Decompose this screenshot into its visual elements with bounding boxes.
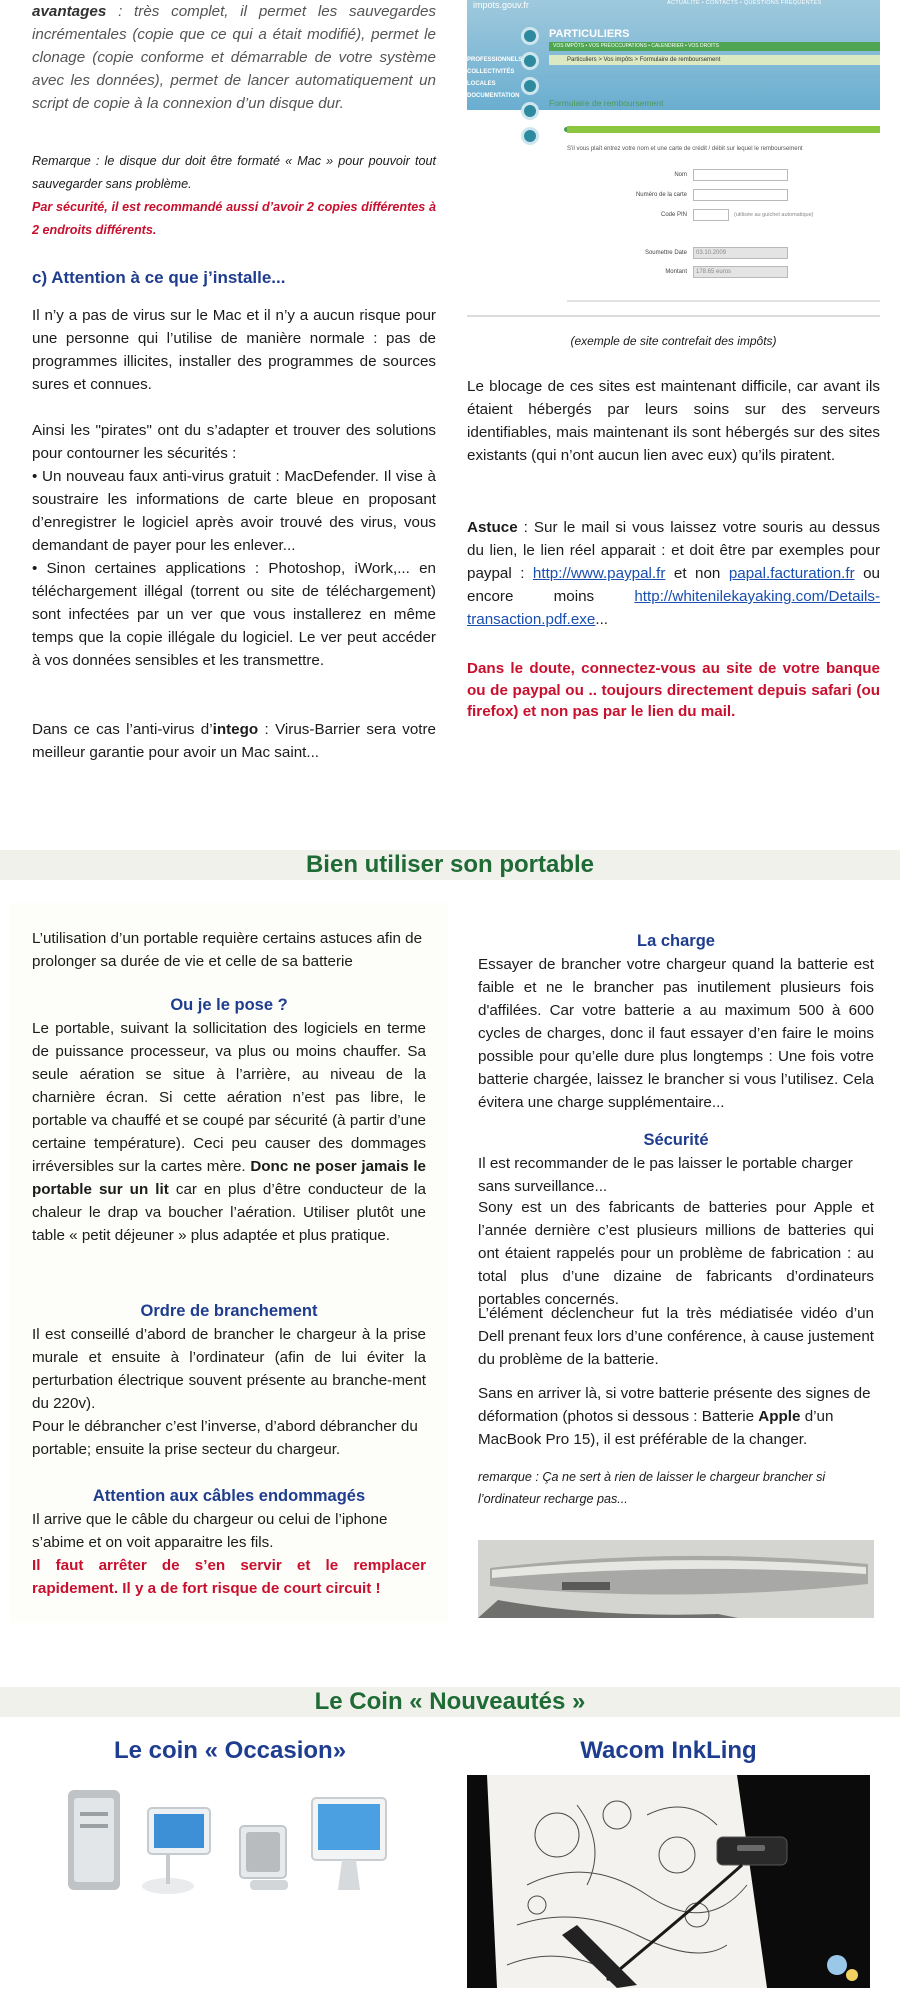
site-field-date: 03.10.2009 xyxy=(693,247,788,259)
charge-paragraph: Essayer de brancher votre chargeur quand la batterie est faible et ne le brancher pas inutilement plusieurs fois d'affilées. Car votre batterie a au maximum 500 à 600 cycles de charges, donc il faut essayer d’en faire le moins possible pour qu’elle dure plus longtemps : Une fois votre batterie chargée, laissez le brancher si vous l’utilisez. Cela évitera une charge supplémentaire... xyxy=(478,956,874,1111)
heading-cables: Attention aux câbles endommagés xyxy=(92,1487,366,1505)
site-field-nom xyxy=(693,169,788,181)
illegal-apps-bullet: • Sinon certaines applications : Photoshop, iWork,... en téléchargement illégal (torrent ou site de téléchargement) sont infectées par un ver que vous installerez en même temps que la copie illégale du logiciel. Le ver peut accéder à vos données sensibles et les transmettre. xyxy=(32,560,436,669)
intego-paragraph xyxy=(32,718,436,764)
sec4-text-a: Sans en arriver là, si votre batterie présente des signes de déformation (photos si dessous : Batterie xyxy=(478,1385,871,1425)
wacom-illustration xyxy=(467,1775,870,1988)
pose-bold: Donc ne poser jamais le portable sur un lit xyxy=(32,1158,426,1198)
site-green-rule xyxy=(567,126,880,133)
ordre-paragraph: Il est conseillé d’abord de brancher le chargeur à la prise murale et ensuite à l’ordinateur (afin de lui éviter la perturbation électrique souvent présente au branche-ment du 220v). xyxy=(32,1326,426,1412)
site-left-nav-item: DOCUMENTATION xyxy=(467,93,520,99)
site-breadcrumb: Particuliers > Vos impôts > Formulaire de remboursement xyxy=(549,55,880,65)
heading-ou-je-le-pose: Ou je le pose ? xyxy=(170,996,288,1014)
site-pin-hint: (utilisée au guichet automatique) xyxy=(734,212,814,218)
site-green-menu: VOS IMPÔTS • VOS PRÉOCCUPATIONS • CALENDRIER • VOS DROITS xyxy=(549,42,880,51)
security-copies-remark: Par sécurité, il est recommandé aussi d’avoir 2 copies différentes à 2 endroits différents. xyxy=(32,200,436,237)
site-bottom-line xyxy=(567,300,880,302)
site-label-card: Numéro de la carte xyxy=(635,192,687,198)
astuce-paragraph xyxy=(467,516,880,631)
macdefender-bullet: • Un nouveau faux anti-virus gratuit : MacDefender. Il vise à soustraire les informations de carte bleue en proposant d’enregistrer le logiciel après avoir trouvé des virus, vous demandant de payer pour les enlever... xyxy=(32,468,436,554)
blocage-paragraph: Le blocage de ces sites est maintenant difficile, car avant ils étaient hébergés par leurs soins sur des serveurs identifiables, mais maintenant ils sont hébergés sur des sites existants (qui n’ont aucun lien avec eux) qu’ils piratent. xyxy=(467,378,880,464)
securite-paragraph-4 xyxy=(478,1382,874,1451)
site-left-nav xyxy=(467,54,522,102)
pose-paragraph xyxy=(32,1017,426,1247)
site-label-nom: Nom xyxy=(674,172,687,178)
site-section-title: PARTICULIERS xyxy=(549,28,630,40)
heading-ordre-branchement: Ordre de branchement xyxy=(140,1302,318,1320)
site-field-card xyxy=(693,189,788,201)
advantages-label: avantages xyxy=(32,3,107,20)
pose-text: Le portable, suivant la sollicitation des logiciels en terme de puissance processeur, va plus ou moins chauffer. Sa seule aération se situe à l’arrière, au niveau de la charnière écran. Si cette aération n’est pas libre, le portable va chauffé et se coupé par sécurité (à partir d’une certaine température). Ceci peu causer des dommages irréversibles sur la cartes mère. xyxy=(32,1020,426,1175)
site-label-amount: Montant xyxy=(665,269,687,275)
securite-paragraph-3: L’élément déclencheur fut la très médiatisée vidéo d’un Dell prenant feux lors d’une conférence, à cause justement du problème de la batterie. xyxy=(478,1305,874,1368)
charger-remark: remarque : Ça ne sert à rien de laisser le chargeur brancher si l’ordinateur recharge pas... xyxy=(478,1470,826,1506)
site-field-amount: 178.65 euros xyxy=(693,266,788,278)
heading-la-charge: La charge xyxy=(637,932,715,950)
astuce-end: ... xyxy=(595,611,609,628)
doute-warning: Dans le doute, connectez-vous au site de votre banque ou de paypal ou .. toujours directement depuis safari (ou firefox) et non pas par le lien du mail. xyxy=(467,660,880,720)
wacom-title: Wacom InkLing xyxy=(580,1737,757,1764)
astuce-text: : Sur le mail si vous laissez votre souris au dessus du lien, le lien réel apparait : et doit être par exemples pour paypal : xyxy=(467,519,880,582)
cables-warning: Il faut arrêter de s’en servir et le remplacer rapidement. Il y a de fort risque de court circuit ! xyxy=(32,1557,426,1597)
ordre-paragraph-2: Pour le débrancher c’est l’inverse, d’abord débrancher du portable; ensuite la prise secteur du chargeur. xyxy=(32,1418,418,1458)
intego-brand: intego xyxy=(212,721,259,738)
site-form-intro: S'il vous plaît entrez votre nom et une carte de crédit / débit sur lequel le remboursement xyxy=(567,146,803,152)
site-label-pin: Code PIN xyxy=(660,212,687,218)
screenshot-caption: (exemple de site contrefait des impôts) xyxy=(570,334,777,348)
wacom-inkling-photo xyxy=(467,1775,870,1988)
no-virus-paragraph: Il n’y a pas de virus sur le Mac et il n’y a aucun risque pour une personne qui l’utilise de manière normale : pas de programmes illicites, installer des programmes de sources sures et connues. xyxy=(32,307,436,393)
battery-illustration xyxy=(478,1540,874,1618)
site-top-nav: ACTUALITÉ • CONTACTS • QUESTIONS FRÉQUENTES xyxy=(667,0,822,6)
macs-illustration xyxy=(60,1768,400,1898)
nouveautes-section-title: Le Coin « Nouveautés » xyxy=(314,1688,586,1715)
intego-text-a: Dans ce cas l’anti-virus d’ xyxy=(32,721,213,738)
securite-paragraph-2: Sony est un des fabricants de batteries pour Apple et l’année dernière c’est plusieurs millions de batteries qui ont étaient rappelés pour un problème de fabrication : au total plus d’une dizaine de fabricants d’ordinateurs portables concernés. xyxy=(478,1199,874,1308)
site-url: impots.gouv.fr xyxy=(473,0,529,10)
astuce-label: Astuce xyxy=(467,519,518,536)
securite-paragraph-1: Il est recommander de le pas laisser le portable charger sans surveillance... xyxy=(478,1155,853,1195)
intego-text-c: : Virus-Barrier sera votre meilleur garantie pour avoir un Mac saint... xyxy=(32,721,436,761)
astuce-mid: et non xyxy=(665,565,729,582)
site-field-pin xyxy=(693,209,729,221)
fake-tax-site-screenshot xyxy=(467,0,880,317)
portable-section-title: Bien utiliser son portable xyxy=(305,851,595,878)
heading-securite: Sécurité xyxy=(643,1131,709,1149)
occasion-title: Le coin « Occasion» xyxy=(113,1737,347,1764)
sec4-brand: Apple xyxy=(758,1408,801,1425)
fake-paypal-link[interactable]: papal.facturation.fr xyxy=(728,565,855,582)
cables-paragraph: Il arrive que le câble du chargeur ou celui de l’iphone s’abime et on voit apparaitre les fils. xyxy=(32,1511,388,1551)
site-left-nav-item: LOCALES xyxy=(467,81,496,87)
site-nav-circles xyxy=(521,24,545,152)
malware-link[interactable]: http://whitenilekayaking.com/Details-transaction.pdf.exe xyxy=(467,588,880,628)
paypal-link[interactable]: http://www.paypal.fr xyxy=(532,565,666,582)
pirates-paragraph: Ainsi les "pirates" ont du s’adapter et trouver des solutions pour contourner les sécurités : xyxy=(32,422,436,462)
site-form-title: Formulaire de remboursement xyxy=(549,98,664,108)
site-left-nav-item: PROFESSIONNELS xyxy=(467,57,523,63)
astuce-or: ou encore moins xyxy=(467,565,880,605)
backup-advantages-paragraph xyxy=(32,0,436,115)
sec4-text-c: d’un MacBook Pro 15), il est préférable de la changer. xyxy=(478,1408,834,1448)
advantages-text: : très complet, il permet les sauvegardes incrémentales (copie que ce qui a était modifié), permet le clonage (copie conforme et démarrable de votre système avec les données), permet de lancer automatiquement un script de copie à la connexion d’un disque dur. xyxy=(32,3,436,112)
pose-end: car en plus d’être conducteur de la chaleur le drap va boucher l’aération. Utiliser plutôt une table « petit déjeuner » plus adaptée et plus pratique. xyxy=(32,1181,426,1244)
site-left-nav-item: COLLECTIVITÉS xyxy=(467,69,515,75)
used-macs-photo xyxy=(60,1768,400,1898)
section-c-title: c) Attention à ce que j’installe... xyxy=(32,268,286,287)
portable-intro: L’utilisation d’un portable requière certains astuces afin de prolonger sa durée de vie et celle de sa batterie xyxy=(32,930,423,970)
format-remark: Remarque : le disque dur doit être formaté « Mac » pour pouvoir tout sauvegarder sans problème. xyxy=(32,154,436,191)
site-label-date: Soumettre Date xyxy=(644,250,687,256)
swollen-battery-photo xyxy=(478,1540,874,1618)
